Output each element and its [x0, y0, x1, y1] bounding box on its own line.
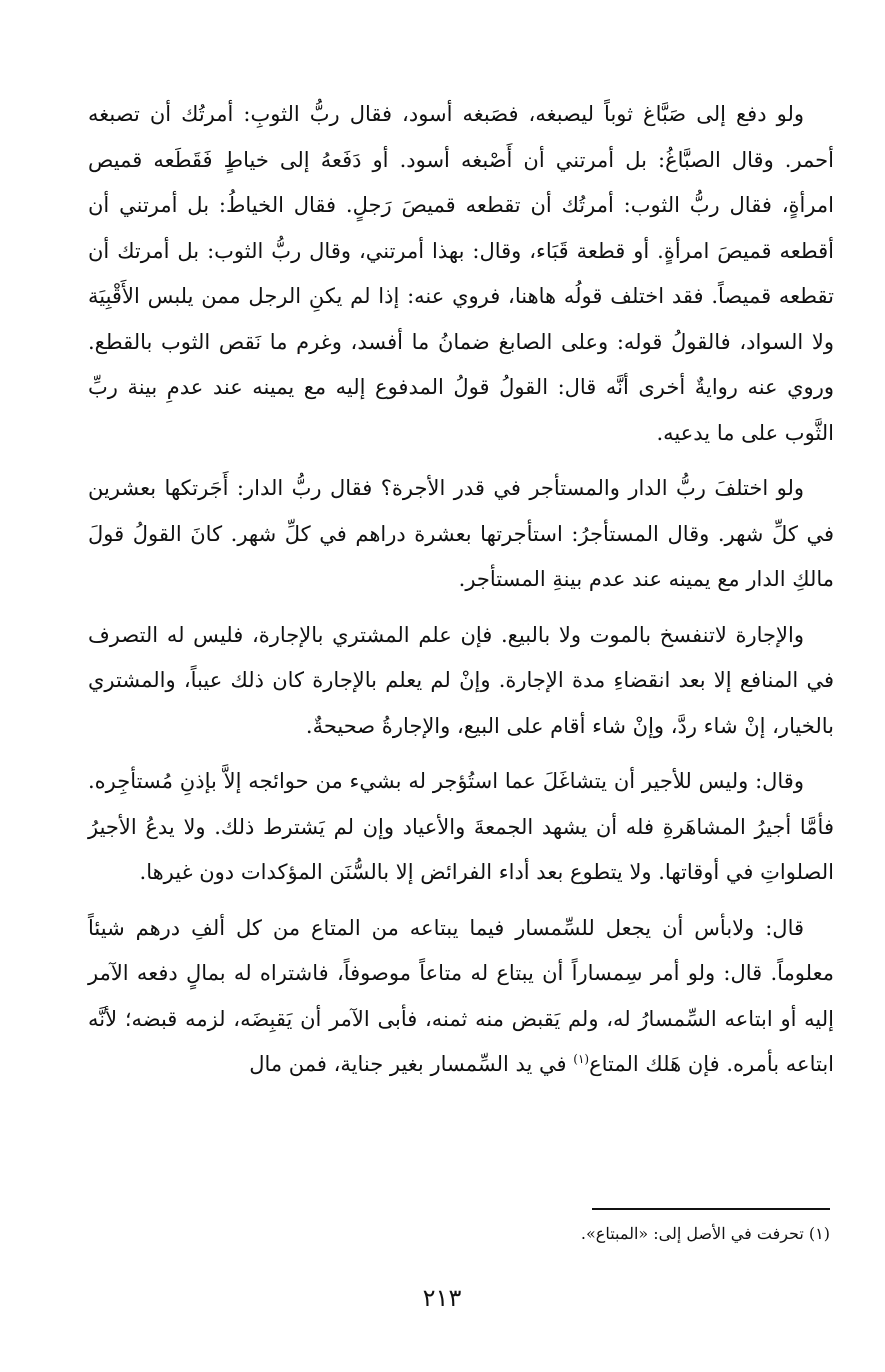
paragraph-rent-dispute: ولو اختلفَ ربُّ الدار والمستأجر في قدر الأجرة؟ فقال ربُّ الدار: أَجَرتكها بعشرين في كلِّ شهر. وقال المستأجرُ: استأجرتها بعشرة دراهم في كلِّ شهر. كانَ القولُ قولَ مالكِ الدار مع يمينه عند عدم بينةِ المستأجر.: [88, 476, 834, 591]
main-text: [88, 92, 834, 1098]
footnote: (١) تحرفت في الأصل إلى: «المبتاع».: [580, 1224, 830, 1243]
broker-text-before-note: قال: ولابأس أن يجعل للسِّمسار فيما يبتاعه من المتاع من كل ألفِ درهم شيئاً معلوماً. قال: ولو أمر سِمساراً أن يبتاع له متاعاً موصوفاً، فاشتراه له بمالٍ دفعه الآمر إليه أو ابتاعه السِّمسارُ له، ولم يَقبض منه ثمنه، فأبى الآمر أن يَقبِضَه، لزمه قبضه؛ لأنَّه ابتاعه بأمره. فإن هَلك المتاع: [88, 915, 834, 1076]
paragraph-hired-worker: وقال: وليس للأجير أن يتشاغَلَ عما استُؤجر له بشيء من حوائجه إلاَّ بإذنِ مُستأجِره. فأمَّا أجيرُ المشاهَرةِ فله أن يشهد الجمعةَ والأعياد وإن لم يَشترط ذلك. ولا يدعُ الأجيرُ الصلواتِ في أوقاتها. ولا يتطوع بعد أداء الفرائض إلا بالسُّنَن المؤكدات دون غيرها.: [88, 769, 834, 884]
paragraph-lease-sale: والإجارة لاتنفسخ بالموت ولا بالبيع. فإن علم المشتري بالإجارة، فليس له التصرف في المنافع إلا بعد انقضاءِ مدة الإجارة. وإنْ لم يعلم بالإجارة كان ذلك عيباً، والمشتري بالخيار، إنْ شاء ردَّ، وإنْ شاء أقام على البيع، والإجارةُ صحيحةٌ.: [88, 622, 834, 738]
paragraph-dyer-tailor-dispute: ولو دفع إلى صَبَّاغ ثوباً ليصبغه، فصَبغه أسود، فقال ربُّ الثوبِ: أمرتُك أن تصبغه أحمر. وقال الصبَّاغُ: بل أمرتني أن أَصْبغه أسود. أو دَفَعهُ إلى خياطٍ فَقَطَعه قميص امرأةٍ، فقال ربُّ الثوب: أمرتُك أن تقطعه قميصَ رَجلٍ. فقال الخياطُ: بل أمرتني أن أقطعه قميصَ امرأةٍ. أو قطعة قَبَاء، وقال: بهذا أمرتني، وقال ربُّ الثوب: بل أمرتك أن تقطعه قميصاً. فقد اختلف قولُه هاهنا، فروي عنه: إذا لم يكنِ الرجل ممن يلبس الأَقْبِيَة ولا السواد، فالقولُ قوله: وعلى الصابغ ضمانُ ما أفسد، وغرم ما نَقص الثوب بالقطع. وروي عنه روايةٌ أخرى أنَّه قال: القولُ قولُ المدفوع إليه مع يمينه عند عدمِ بينة ربِّ الثَّوب على ما يدعيه.: [88, 102, 834, 445]
page-number: ٢١٣: [422, 1284, 462, 1312]
broker-text-after-note: في يد السِّمسار بغير جناية، فمن مال: [249, 1052, 574, 1076]
footnote-divider: [592, 1208, 830, 1210]
paragraph-broker: [88, 906, 834, 1088]
footnote-marker: (١): [573, 1052, 590, 1066]
